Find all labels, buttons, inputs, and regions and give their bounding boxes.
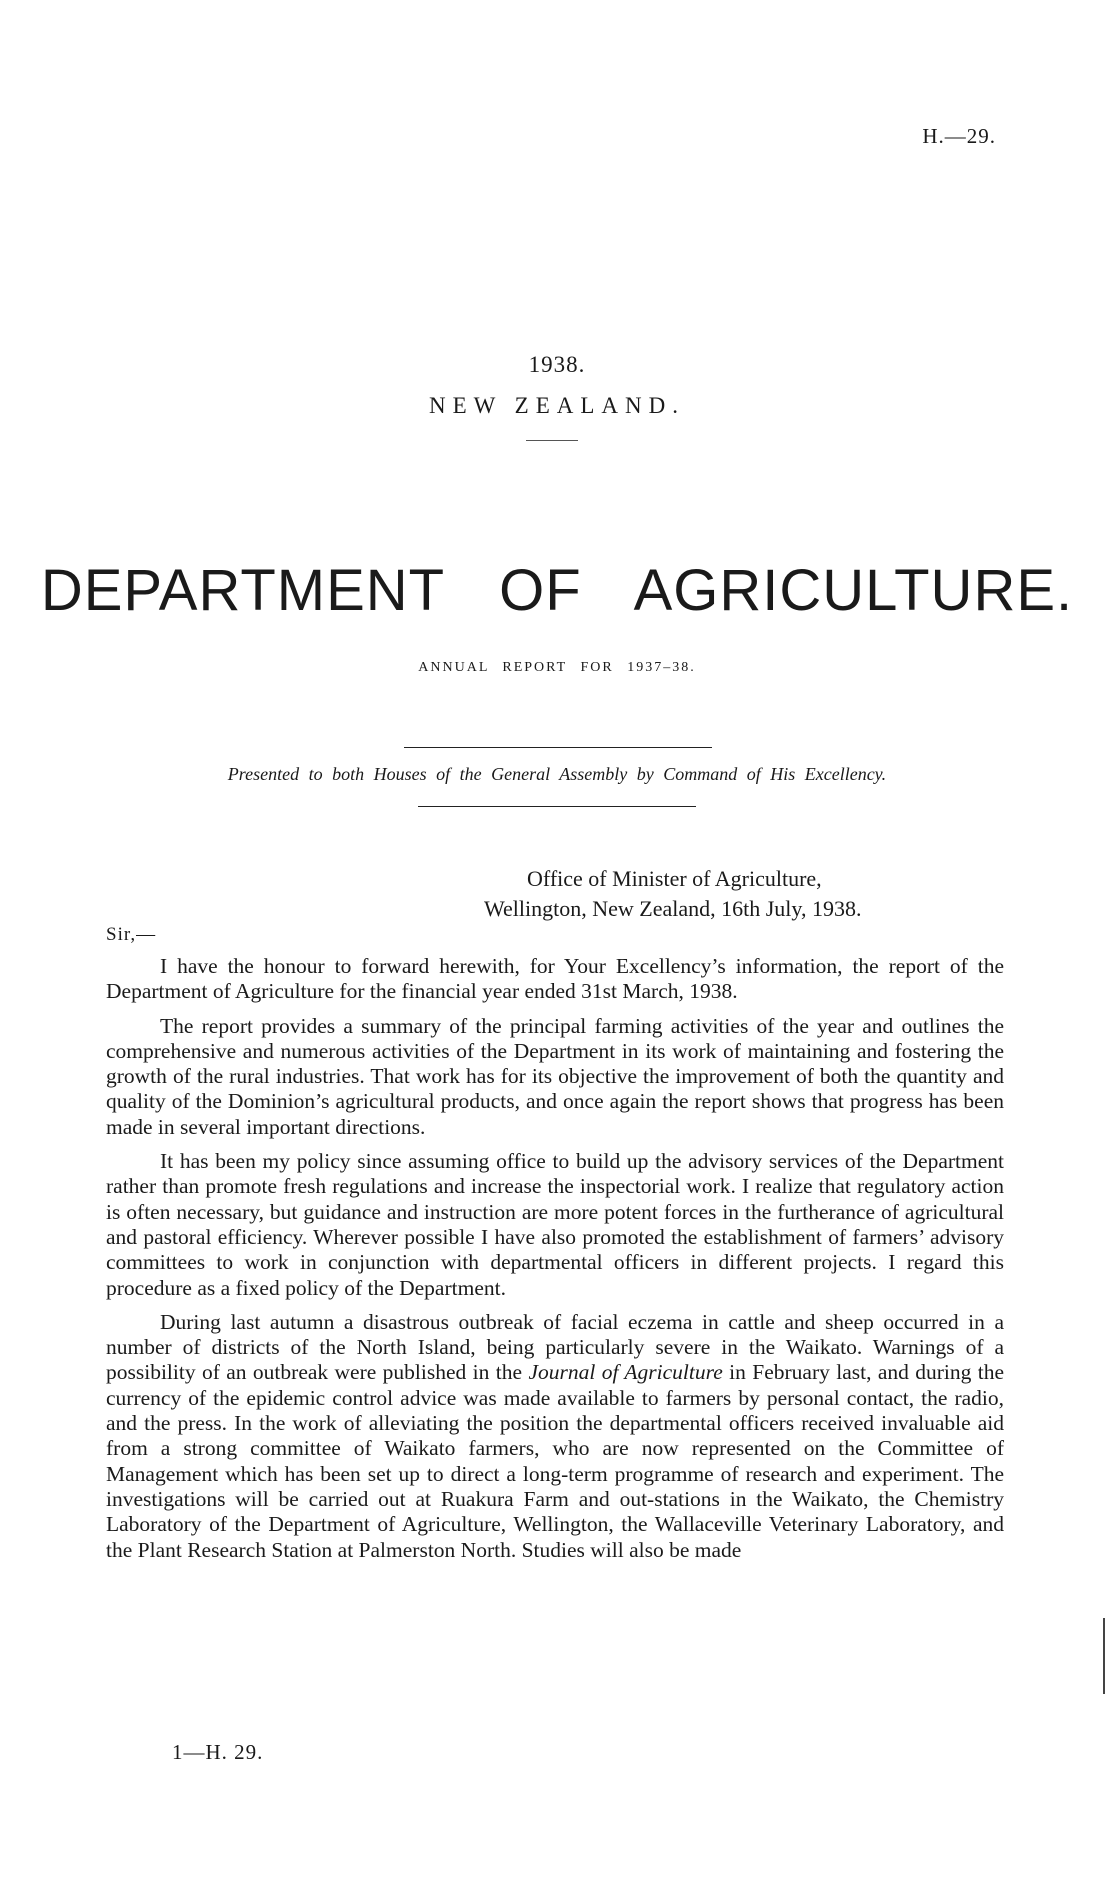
paragraph-4: [106, 1310, 1004, 1563]
paragraph-2: The report provides a summary of the principal farming activities of the year and outlines the comprehensive and numerous activities of the Department in its work of maintaining and fostering the growth of the rural industries. That work has for its objective the improvement of both the quantity and quality of the Dominion’s agricultural products, and once again the report shows that progress has been made in several important directions.: [106, 1013, 1004, 1139]
short-divider: [526, 440, 578, 441]
country-heading: NEW ZEALAND.: [428, 393, 686, 418]
paragraph-4-end: in February last, and during the currency of the epidemic control advice was made available to farmers by personal contact, the radio, and the press. In the work of alleviating the position the departmental officers received invaluable aid from a strong committee of Waikato farmers, who are now represented on the Committee of Management which has been set up to direct a long-term programme of research and experiment. The investigations will be carried out at Ruakura Farm and out-stations in the Waikato, the Chemistry Laboratory of the Department of Agriculture, Wellington, the Wallaceville Veterinary Laboratory, and the Plant Research Station at Palmerston North. Studies will also be made: [106, 1360, 1005, 1562]
report-year: 1938.: [528, 352, 586, 377]
margin-mark: [1103, 1618, 1105, 1694]
paragraph-4-start: During last autumn a disastrous outbreak of facial eczema in cattle and sheep occurred in a number of districts of the North Island, being particularly severe in the Waikato. Warnings of a possibility of an outbreak were published in the: [106, 1309, 1004, 1385]
letter-body: [106, 954, 1004, 1572]
divider-top: [404, 747, 712, 748]
page-reference: H.—29.: [922, 124, 996, 148]
address-line-office: Office of Minister of Agriculture,: [527, 866, 822, 891]
journal-title: Journal of Agriculture: [528, 1360, 723, 1385]
presented-line: Presented to both Houses of the General Assembly by Command of His Excellency.: [227, 764, 887, 784]
address-line-date: Wellington, New Zealand, 16th July, 1938.: [484, 896, 862, 921]
department-title: DEPARTMENT OF AGRICULTURE.: [40, 558, 1074, 623]
sheet-reference: 1—H. 29.: [172, 1740, 264, 1764]
paragraph-3: It has been my policy since assuming office to build up the advisory services of the Department rather than promote fresh regulations and increase the inspectorial work. I realize that regulatory action is often necessary, but guidance and instruction are more potent forces in the furtherance of agricultural and pastoral efficiency. Wherever possible I have also promoted the establishment of farmers’ advisory committees to work in conjunction with departmental officers in different projects. I regard this procedure as a fixed policy of the Department.: [106, 1149, 1004, 1300]
divider-bottom: [418, 806, 696, 807]
report-subtitle: ANNUAL REPORT FOR 1937–38.: [418, 660, 696, 675]
paragraph-1: I have the honour to forward herewith, for Your Excellency’s information, the report of the Department of Agriculture for the financial year ended 31st March, 1938.: [106, 954, 1004, 1004]
salutation: Sir,—: [106, 924, 157, 945]
